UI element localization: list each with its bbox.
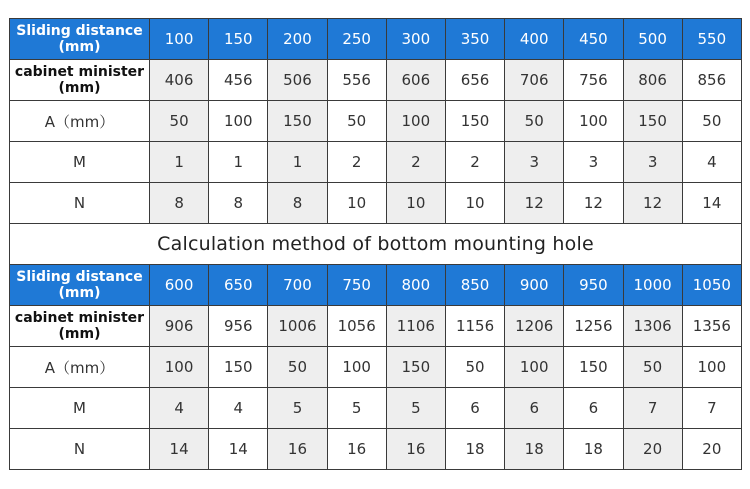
table-cell: 18: [564, 429, 623, 470]
table-cell: 14: [209, 429, 268, 470]
table-cell: 50: [327, 101, 386, 142]
table-cell: 50: [150, 101, 209, 142]
table-cell: 7: [682, 388, 741, 429]
table-cell: 4: [150, 388, 209, 429]
table-cell: 556: [327, 60, 386, 101]
header-cell: 100: [150, 19, 209, 60]
table-cell: 16: [386, 429, 445, 470]
header-cell: 300: [386, 19, 445, 60]
table-cell: 20: [623, 429, 682, 470]
table-row: [10, 142, 742, 183]
header-label-line2: (mm): [58, 39, 101, 55]
table-cell: 2: [445, 142, 504, 183]
header-cell: 750: [327, 265, 386, 306]
table-cell: 100: [505, 347, 564, 388]
table-cell: 7: [623, 388, 682, 429]
table-cell: 8: [150, 183, 209, 224]
table-cell: 100: [150, 347, 209, 388]
table-cell: 14: [150, 429, 209, 470]
table-cell: 10: [327, 183, 386, 224]
row-label: [10, 60, 150, 101]
section-title: Calculation method of bottom mounting hole: [9, 224, 742, 264]
header-cell: 950: [564, 265, 623, 306]
table-cell: 18: [505, 429, 564, 470]
table-cell: 1: [268, 142, 327, 183]
table-cell: 50: [445, 347, 504, 388]
table-cell: 606: [386, 60, 445, 101]
table-cell: 5: [327, 388, 386, 429]
header-cell: 500: [623, 19, 682, 60]
table-row: [10, 347, 742, 388]
header-cell: 550: [682, 19, 741, 60]
table-cell: 100: [327, 347, 386, 388]
table-cell: 956: [209, 306, 268, 347]
table-cell: 8: [209, 183, 268, 224]
header-cell: 400: [505, 19, 564, 60]
table-cell: 1356: [682, 306, 741, 347]
sliding-distance-table-2: [9, 264, 742, 470]
table-cell: 14: [682, 183, 741, 224]
table-cell: 50: [623, 347, 682, 388]
table-cell: 50: [505, 101, 564, 142]
table-cell: 406: [150, 60, 209, 101]
table-cell: 12: [623, 183, 682, 224]
table-cell: 100: [209, 101, 268, 142]
row-label: N: [10, 429, 150, 470]
table-cell: 4: [209, 388, 268, 429]
header-cell: 250: [327, 19, 386, 60]
table-cell: 150: [268, 101, 327, 142]
row-label-line2: (mm): [58, 80, 101, 96]
table-cell: 1006: [268, 306, 327, 347]
header-cell: 1000: [623, 265, 682, 306]
header-cell: 850: [445, 265, 504, 306]
table-row: [10, 183, 742, 224]
table-cell: 18: [445, 429, 504, 470]
table-cell: 6: [564, 388, 623, 429]
table-row: [10, 429, 742, 470]
row-label: N: [10, 183, 150, 224]
table-cell: 2: [386, 142, 445, 183]
table-row: [10, 101, 742, 142]
header-cell: 600: [150, 265, 209, 306]
table-cell: 2: [327, 142, 386, 183]
table-cell: 20: [682, 429, 741, 470]
table-cell: 16: [327, 429, 386, 470]
header-cell: 200: [268, 19, 327, 60]
table-cell: 150: [564, 347, 623, 388]
table-cell: 100: [682, 347, 741, 388]
table-cell: 1306: [623, 306, 682, 347]
table-cell: 906: [150, 306, 209, 347]
header-label: [10, 265, 150, 306]
table-cell: 1156: [445, 306, 504, 347]
table-cell: 5: [386, 388, 445, 429]
table-cell: 12: [505, 183, 564, 224]
table-cell: 3: [623, 142, 682, 183]
row-label: M: [10, 142, 150, 183]
table-cell: 50: [682, 101, 741, 142]
table-row: [10, 306, 742, 347]
row-label: A（mm）: [10, 101, 150, 142]
header-label-line1: Sliding distance: [16, 269, 143, 285]
table-cell: 8: [268, 183, 327, 224]
table-cell: 1: [209, 142, 268, 183]
table-cell: 856: [682, 60, 741, 101]
table-row: [10, 388, 742, 429]
table-cell: 10: [445, 183, 504, 224]
table-cell: 1106: [386, 306, 445, 347]
header-row: [10, 19, 742, 60]
header-label: [10, 19, 150, 60]
table-cell: 10: [386, 183, 445, 224]
table-cell: 5: [268, 388, 327, 429]
table-cell: 706: [505, 60, 564, 101]
row-label-line1: cabinet minister: [14, 310, 145, 326]
table-cell: 456: [209, 60, 268, 101]
header-cell: 1050: [682, 265, 741, 306]
table-cell: 1206: [505, 306, 564, 347]
table-row: [10, 60, 742, 101]
table-cell: 150: [445, 101, 504, 142]
table-cell: 3: [505, 142, 564, 183]
sliding-distance-table-1: [9, 18, 742, 224]
header-label-line1: Sliding distance: [16, 23, 143, 39]
row-label-line1: cabinet minister: [14, 64, 145, 80]
table-cell: 150: [209, 347, 268, 388]
table-cell: 150: [623, 101, 682, 142]
row-label: [10, 306, 150, 347]
header-cell: 700: [268, 265, 327, 306]
header-label-line2: (mm): [58, 285, 101, 301]
header-cell: 650: [209, 265, 268, 306]
header-cell: 450: [564, 19, 623, 60]
spec-tables: [9, 18, 742, 470]
row-label: M: [10, 388, 150, 429]
header-cell: 150: [209, 19, 268, 60]
table-cell: 1: [150, 142, 209, 183]
header-cell: 350: [445, 19, 504, 60]
table-cell: 1256: [564, 306, 623, 347]
row-label: A（mm）: [10, 347, 150, 388]
table-cell: 6: [445, 388, 504, 429]
table-cell: 3: [564, 142, 623, 183]
table-cell: 806: [623, 60, 682, 101]
table-cell: 50: [268, 347, 327, 388]
table-cell: 756: [564, 60, 623, 101]
table-cell: 656: [445, 60, 504, 101]
table-cell: 6: [505, 388, 564, 429]
header-row: [10, 265, 742, 306]
table-cell: 506: [268, 60, 327, 101]
header-cell: 800: [386, 265, 445, 306]
table-cell: 100: [564, 101, 623, 142]
table-cell: 100: [386, 101, 445, 142]
table-cell: 4: [682, 142, 741, 183]
table-cell: 150: [386, 347, 445, 388]
row-label-line2: (mm): [58, 326, 101, 342]
table-cell: 12: [564, 183, 623, 224]
table-cell: 1056: [327, 306, 386, 347]
table-cell: 16: [268, 429, 327, 470]
header-cell: 900: [505, 265, 564, 306]
